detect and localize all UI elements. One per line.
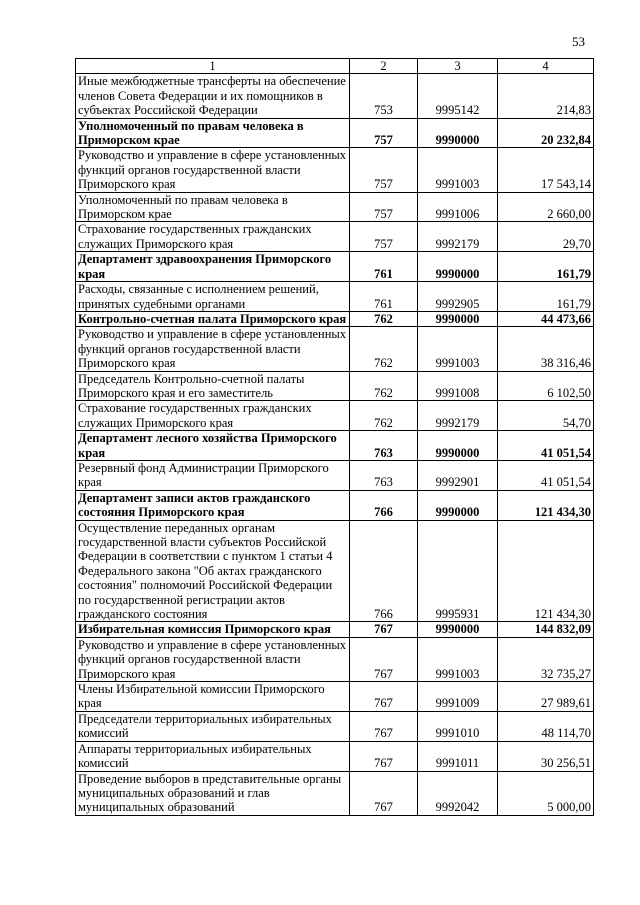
table-row (76, 222, 594, 252)
row-code: 767 (350, 741, 418, 771)
row-code: 761 (350, 282, 418, 312)
header-cell: 1 (76, 59, 350, 74)
page-number: 53 (572, 34, 585, 49)
row-name: Иные межбюджетные трансферты на обеспечение членов Совета Федерации и их помощников в субъектах Российской Федерации (76, 74, 350, 118)
row-amount: 5 000,00 (498, 771, 594, 815)
row-name: Контрольно-счетная палата Приморского края (76, 311, 350, 326)
row-target: 9991003 (418, 637, 498, 681)
row-name: Председатели территориальных избирательных комиссий (76, 711, 350, 741)
row-target: 9990000 (418, 622, 498, 637)
row-code: 757 (350, 148, 418, 192)
row-name: Департамент записи актов гражданского состояния Приморского края (76, 490, 350, 520)
row-amount: 27 989,61 (498, 682, 594, 712)
row-code: 767 (350, 771, 418, 815)
row-name: Уполномоченный по правам человека в Приморском крае (76, 192, 350, 222)
row-code: 761 (350, 252, 418, 282)
row-amount: 41 051,54 (498, 431, 594, 461)
row-amount: 17 543,14 (498, 148, 594, 192)
row-target: 9990000 (418, 252, 498, 282)
row-target: 9992179 (418, 222, 498, 252)
row-target: 9991010 (418, 711, 498, 741)
row-amount: 29,70 (498, 222, 594, 252)
table-row (76, 520, 594, 622)
table-row (76, 637, 594, 681)
table-row (76, 622, 594, 637)
row-code: 766 (350, 520, 418, 622)
header-cell: 4 (498, 59, 594, 74)
table-row (76, 401, 594, 431)
row-amount: 121 434,30 (498, 520, 594, 622)
row-name: Резервный фонд Администрации Приморского края (76, 460, 350, 490)
row-amount: 20 232,84 (498, 118, 594, 148)
row-name: Руководство и управление в сфере установленных функций органов государственной власти Приморского края (76, 327, 350, 371)
row-name: Расходы, связанные с исполнением решений, принятых судебными органами (76, 282, 350, 312)
row-name: Уполномоченный по правам человека в Приморском крае (76, 118, 350, 148)
table-body (76, 74, 594, 815)
table-row (76, 460, 594, 490)
row-code: 762 (350, 371, 418, 401)
table-row (76, 682, 594, 712)
row-target: 9990000 (418, 118, 498, 148)
row-target: 9991009 (418, 682, 498, 712)
row-name: Руководство и управление в сфере установленных функций органов государственной власти Приморского края (76, 637, 350, 681)
row-target: 9990000 (418, 490, 498, 520)
row-amount: 144 832,09 (498, 622, 594, 637)
row-amount: 44 473,66 (498, 311, 594, 326)
row-code: 757 (350, 192, 418, 222)
table-row (76, 148, 594, 192)
row-name: Департамент лесного хозяйства Приморского края (76, 431, 350, 461)
row-name: Председатель Контрольно-счетной палаты Приморского края и его заместитель (76, 371, 350, 401)
row-name: Страхование государственных гражданских служащих Приморского края (76, 401, 350, 431)
table-row (76, 252, 594, 282)
row-name: Проведение выборов в представительные органы муниципальных образований и глав муниципальных образований (76, 771, 350, 815)
row-target: 9991003 (418, 327, 498, 371)
row-code: 762 (350, 327, 418, 371)
row-amount: 48 114,70 (498, 711, 594, 741)
table-row (76, 282, 594, 312)
row-code: 766 (350, 490, 418, 520)
row-name: Аппараты территориальных избирательных комиссий (76, 741, 350, 771)
row-name: Страхование государственных гражданских служащих Приморского края (76, 222, 350, 252)
row-name: Осуществление переданных органам государственной власти субъектов Российской Федерации в соответствии с пунктом 1 статьи 4 Федерального закона "Об актах гражданского состояния" полномочий Российской Федерации по государственной регистрации актов гражданского состояния (76, 520, 350, 622)
header-cell: 2 (350, 59, 418, 74)
table-row (76, 771, 594, 815)
row-code: 767 (350, 637, 418, 681)
row-target: 9991003 (418, 148, 498, 192)
table-row (76, 74, 594, 118)
row-target: 9991011 (418, 741, 498, 771)
budget-table (75, 58, 594, 816)
table-row (76, 711, 594, 741)
row-code: 767 (350, 682, 418, 712)
row-code: 757 (350, 118, 418, 148)
row-amount: 161,79 (498, 252, 594, 282)
row-name: Избирательная комиссия Приморского края (76, 622, 350, 637)
row-code: 763 (350, 460, 418, 490)
row-name: Департамент здравоохранения Приморского края (76, 252, 350, 282)
row-target: 9990000 (418, 311, 498, 326)
table-row (76, 490, 594, 520)
row-amount: 161,79 (498, 282, 594, 312)
row-amount: 2 660,00 (498, 192, 594, 222)
table-row (76, 192, 594, 222)
row-amount: 30 256,51 (498, 741, 594, 771)
row-code: 762 (350, 311, 418, 326)
table-row (76, 311, 594, 326)
row-target: 9992901 (418, 460, 498, 490)
row-target: 9990000 (418, 431, 498, 461)
row-code: 753 (350, 74, 418, 118)
row-amount: 214,83 (498, 74, 594, 118)
row-amount: 41 051,54 (498, 460, 594, 490)
row-target: 9995931 (418, 520, 498, 622)
row-name: Руководство и управление в сфере установленных функций органов государственной власти Приморского края (76, 148, 350, 192)
table-row (76, 371, 594, 401)
row-target: 9992905 (418, 282, 498, 312)
row-target: 9995142 (418, 74, 498, 118)
row-amount: 54,70 (498, 401, 594, 431)
table-row (76, 118, 594, 148)
table-header-row (76, 59, 594, 74)
row-target: 9991006 (418, 192, 498, 222)
row-target: 9992179 (418, 401, 498, 431)
row-amount: 32 735,27 (498, 637, 594, 681)
row-amount: 6 102,50 (498, 371, 594, 401)
row-code: 763 (350, 431, 418, 461)
table-row (76, 327, 594, 371)
row-code: 757 (350, 222, 418, 252)
row-amount: 121 434,30 (498, 490, 594, 520)
row-amount: 38 316,46 (498, 327, 594, 371)
table-row (76, 741, 594, 771)
row-code: 767 (350, 622, 418, 637)
row-code: 762 (350, 401, 418, 431)
row-name: Члены Избирательной комиссии Приморского края (76, 682, 350, 712)
row-target: 9992042 (418, 771, 498, 815)
header-cell: 3 (418, 59, 498, 74)
row-code: 767 (350, 711, 418, 741)
table-row (76, 431, 594, 461)
row-target: 9991008 (418, 371, 498, 401)
